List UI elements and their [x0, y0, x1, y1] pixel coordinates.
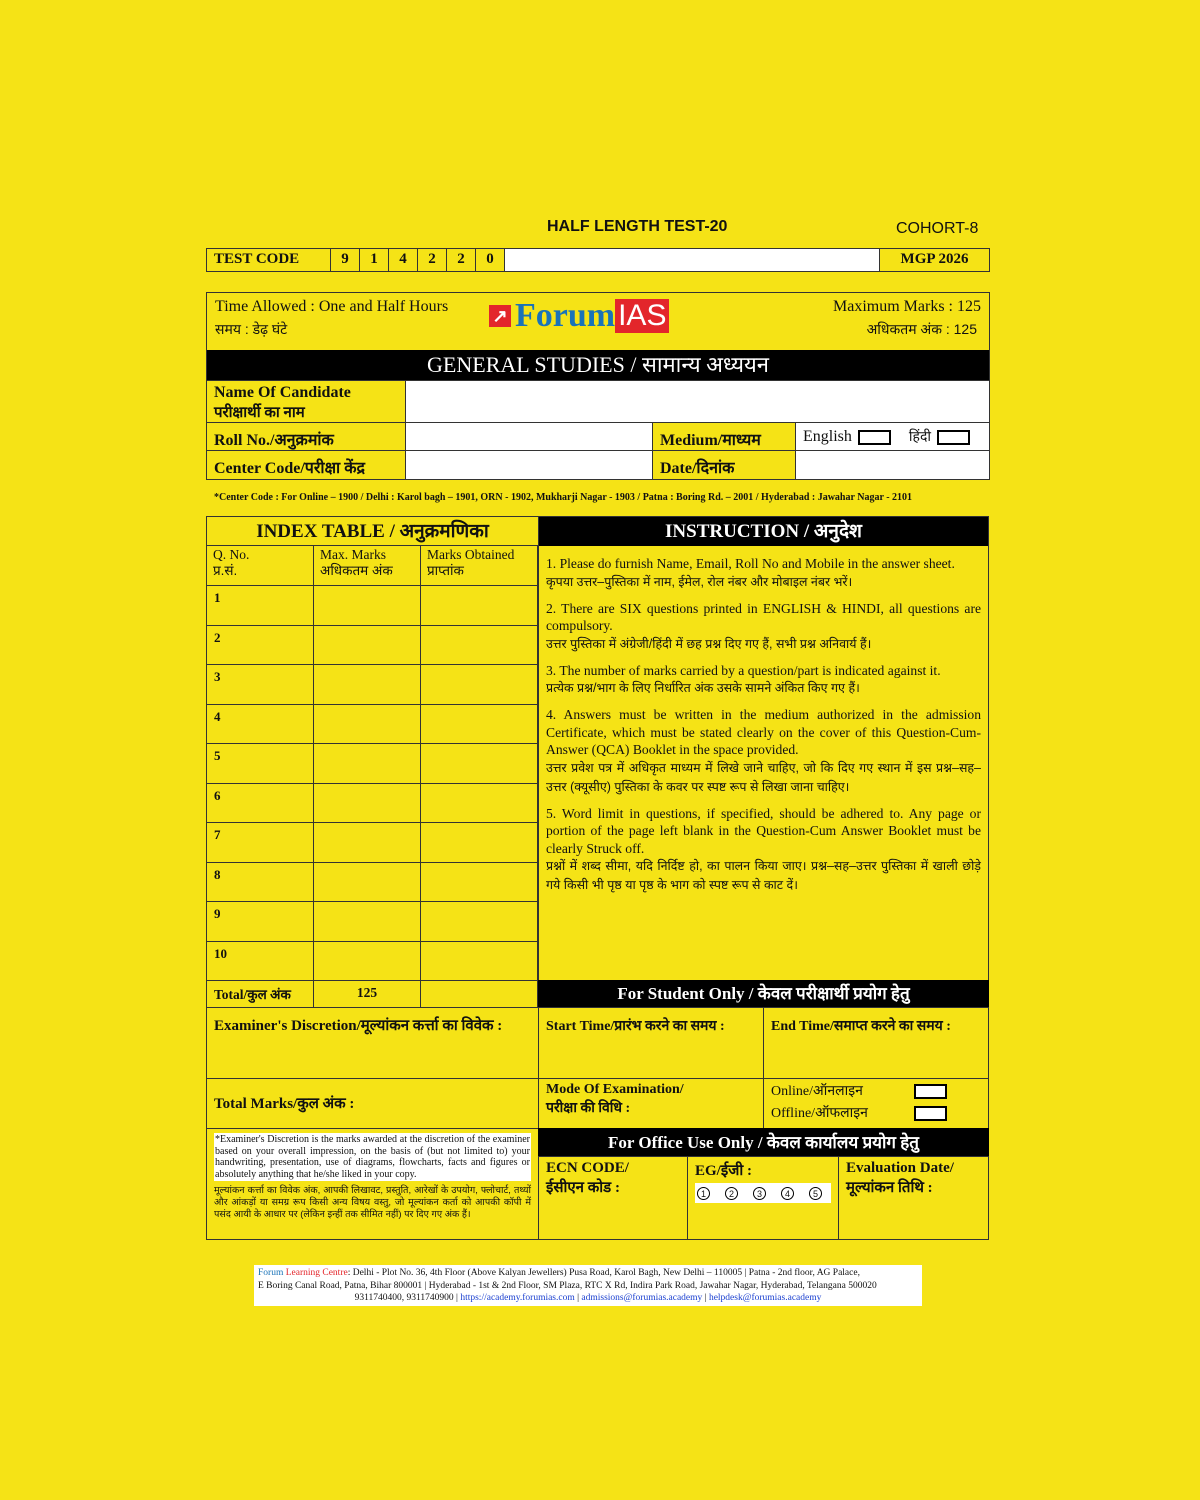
total-marks-field[interactable]	[206, 1078, 539, 1129]
total-marks-label: Total Marks/कुल अंक :	[214, 1096, 355, 1112]
ecn-code-field[interactable]: ECN CODE/ ईसीएन कोड :	[538, 1156, 688, 1240]
instruction-item: 3. The number of marks carried by a question/part is indicated against it. प्रत्येक प्रश्न/भाग के लिए निर्धारित अंक उसके सामने अंकित किए गए हैं।	[546, 662, 941, 695]
footer-phones: 9311740400, 9311740900 |	[354, 1293, 458, 1303]
index-row-marks-field[interactable]	[420, 862, 538, 903]
examiner-note	[206, 1128, 539, 1240]
offline-label: Offline/ऑफलाइन	[771, 1106, 868, 1121]
footer-brand-2: Learning Centre	[285, 1268, 348, 1278]
index-column-header: Q. No. प्र.सं.	[206, 545, 314, 586]
eg-option-radio[interactable]: 4	[781, 1187, 794, 1200]
subject-banner: GENERAL STUDIES / सामान्य अध्ययन	[207, 350, 989, 380]
instruction-item: 5. Word limit in questions, if specified, should be adhered to. Any page or portion of the page left blank in the Question-Cum Answer Booklet must be clearly Struck off. प्रश्नों में शब्द सीमा, यदि निर्दिष्ट हो, का पालन किया जाए। प्रश्न–सह–उत्तर पुस्तिका में खाली छोड़े गये किसी भी पृष्ठ या पृष्ठ के भाग को स्पष्ट रूप से काट दें।	[546, 805, 981, 892]
index-row-marks-field[interactable]	[420, 585, 538, 626]
start-time-label: Start Time/प्रारंभ करने का समय :	[546, 1019, 725, 1034]
index-row-marks-field[interactable]	[420, 783, 538, 824]
roll-label: Roll No./अनुक्रमांक	[206, 422, 406, 451]
eg-option-radio[interactable]: 1	[697, 1187, 710, 1200]
index-row-qno: 10	[206, 941, 314, 982]
footer: Forum Learning Centre: Delhi - Plot No. 36, 4th Floor (Above Kalyan Jewellers) Pusa Road, Karol Bagh, New Delhi – 110005 | Patna - 2nd floor, AG Palace, E Boring Canal Road, Patna, Bihar 800001 | Hyderabad - 1st & 2nd Floor, SM Plaza, RTC X Rd, Indira Park Road, Jawahar Nagar, Hyderabad, Telangana 500020 9311740400, 9311740900 | https://academy.forumias.com | admissions@forumias.academy | helpdesk@forumias.academy	[254, 1265, 922, 1306]
cohort: COHORT-8	[896, 220, 979, 237]
test-code-digit: 9	[331, 249, 360, 271]
index-row-qno: 2	[206, 625, 314, 666]
instruction-item: 2. There are SIX questions printed in ENGLISH & HINDI, all questions are compulsory. उत्तर पुस्तिका में अंग्रेजी/हिंदी में छह प्रश्न दिए गए हैं, सभी प्रश्न अनिवार्य हैं।	[546, 600, 981, 651]
evaluation-date-field[interactable]: Evaluation Date/ मूल्यांकन तिथि :	[838, 1156, 989, 1240]
test-code-digit: 1	[360, 249, 389, 271]
index-row-marks-field[interactable]	[313, 743, 421, 784]
index-column-header: Marks Obtained प्राप्तांक	[420, 545, 538, 586]
index-row-qno: 1	[206, 585, 314, 626]
test-code-digit: 2	[418, 249, 447, 271]
logo-forum: Forum	[515, 297, 616, 334]
index-row-marks-field[interactable]	[313, 783, 421, 824]
examiner-discretion-field[interactable]	[206, 1007, 539, 1079]
index-row-marks-field[interactable]	[420, 822, 538, 863]
date-label: Date/दिनांक	[652, 450, 796, 480]
eg-option-radio[interactable]: 5	[809, 1187, 822, 1200]
index-row-marks-field[interactable]	[313, 901, 421, 942]
logo-ias: IAS	[615, 299, 669, 333]
index-row-marks-field[interactable]	[420, 941, 538, 982]
forumias-logo	[489, 299, 669, 333]
index-column-header: Max. Marks अधिकतम अंक	[313, 545, 421, 586]
center-code-note: *Center Code : For Online – 1900 / Delhi : Karol bagh – 1901, ORN - 1902, Mukharji Nagar - 1903 / Patna : Boring Rd. – 2001 / Hyderabad : Jawahar Nagar - 2101	[214, 492, 913, 503]
index-row-qno: 4	[206, 704, 314, 745]
index-row-qno: 7	[206, 822, 314, 863]
helpdesk-email-link[interactable]: helpdesk@forumias.academy	[708, 1293, 822, 1303]
mode-label: Mode Of Examination/ परीक्षा की विधि :	[538, 1078, 764, 1129]
index-row-marks-field[interactable]	[313, 585, 421, 626]
test-code-bar	[206, 248, 990, 272]
examiner-note-hi: मूल्यांकन कर्त्ता का विवेक अंक, आपकी लिखावट, प्रस्तुति, आरेखों के उपयोग, फ्लोचार्ट, तथ्यों और आंकड़ों या समग्र रूप किसी अन्य विषय वस्तु, जो मूल्यांकन कर्ता को आपकी कॉपी में पसंद आयी के आधार पर (लेकिन इन्हीं तक सीमित नहीं) पर दिए गए अंक हैं।	[214, 1185, 531, 1220]
time-allowed-hi: समय : डेढ़ घंटे	[215, 321, 288, 337]
end-time-field[interactable]	[763, 1007, 989, 1079]
name-field[interactable]	[405, 380, 990, 423]
total-obtained-field[interactable]	[420, 980, 538, 1008]
office-use-header: For Office Use Only / केवल कार्यालय प्रयोग हेतु	[538, 1128, 989, 1157]
test-title: HALF LENGTH TEST-20	[547, 218, 728, 235]
examiner-discretion-label: Examiner's Discretion/मूल्यांकन कर्त्ता का विवेक :	[214, 1018, 503, 1034]
name-label: Name Of Candidate परीक्षार्थी का नाम	[206, 380, 406, 423]
medium-label: Medium/माध्यम	[652, 422, 796, 451]
index-row-marks-field[interactable]	[420, 625, 538, 666]
index-row-qno: 3	[206, 664, 314, 705]
online-label: Online/ऑनलाइन	[771, 1084, 863, 1099]
index-row-marks-field[interactable]	[313, 704, 421, 745]
test-code-digits	[331, 249, 505, 271]
offline-checkbox[interactable]	[914, 1106, 947, 1121]
start-time-field[interactable]	[538, 1007, 764, 1079]
index-row-qno: 6	[206, 783, 314, 824]
date-field[interactable]	[795, 450, 990, 480]
index-row-marks-field[interactable]	[313, 941, 421, 982]
medium-options	[795, 422, 990, 451]
program-label: MGP 2026	[879, 249, 989, 271]
instruction-item: 1. Please do furnish Name, Email, Roll No and Mobile in the answer sheet. कृपया उत्तर–पुस्तिका में नाम, ईमेल, रोल नंबर और मोबाइल नंबर भरें।	[546, 556, 955, 589]
center-field[interactable]	[405, 450, 653, 480]
test-code-digit: 0	[476, 249, 505, 271]
index-row-qno: 8	[206, 862, 314, 903]
english-label: English	[803, 428, 852, 445]
test-code-label: TEST CODE	[207, 249, 331, 271]
eg-option-radio[interactable]: 2	[725, 1187, 738, 1200]
candidate-box	[206, 292, 990, 480]
center-label: Center Code/परीक्षा केंद्र	[206, 450, 406, 480]
index-row-marks-field[interactable]	[313, 822, 421, 863]
index-row-marks-field[interactable]	[420, 704, 538, 745]
instruction-panel	[538, 516, 989, 981]
admissions-email-link[interactable]: admissions@forumias.academy	[581, 1293, 703, 1303]
hindi-label: हिंदी	[908, 428, 932, 444]
index-row-marks-field[interactable]	[420, 901, 538, 942]
total-value: 125	[313, 980, 421, 1008]
student-only-header: For Student Only / केवल परीक्षार्थी प्रयोग हेतु	[538, 980, 989, 1008]
max-marks-hi: अधिकतम अंक : 125	[866, 321, 977, 337]
roll-field[interactable]	[405, 422, 653, 451]
instruction-item: 4. Answers must be written in the medium authorized in the admission Certificate, which must be stated clearly on the cover of this Question-Cum-Answer (QCA) Booklet in the space provided. उत्तर प्रवेश पत्र में अधिकृत माध्यम में लिखे जाने चाहिए, जो कि दिए गए स्थान में इस प्रश्न–सह–उत्तर (क्यूसीए) पुस्तिका के कवर पर स्पष्ट रूप से लिखा जाना चाहिए।	[546, 707, 981, 794]
index-row-marks-field[interactable]	[420, 743, 538, 784]
index-row-marks-field[interactable]	[313, 625, 421, 666]
mode-options	[763, 1078, 989, 1129]
index-title: INDEX TABLE / अनुक्रमणिका	[207, 517, 538, 546]
index-table	[206, 516, 539, 1008]
max-marks: Maximum Marks : 125	[833, 298, 981, 315]
website-link[interactable]: https://academy.forumias.com	[460, 1293, 575, 1303]
test-code-digit: 2	[447, 249, 476, 271]
eg-option-radio[interactable]: 3	[753, 1187, 766, 1200]
index-row-marks-field[interactable]	[313, 862, 421, 903]
footer-address-1: : Delhi - Plot No. 36, 4th Floor (Above Kalyan Jewellers) Pusa Road, Karol Bagh, New Delhi – 110005 | Patna - 2nd floor, AG Palace,	[347, 1268, 860, 1278]
footer-brand: Forum	[258, 1268, 284, 1278]
index-row-qno: 5	[206, 743, 314, 784]
arrow-icon: ↗	[489, 305, 511, 327]
index-row-qno: 9	[206, 901, 314, 942]
end-time-label: End Time/समाप्त करने का समय :	[771, 1019, 951, 1034]
online-checkbox[interactable]	[914, 1084, 947, 1099]
examiner-note-en: *Examiner's Discretion is the marks awarded at the discretion of the examiner based on your overall impression, on the basis of (but not limited to) your handwriting, presentation, use of diagrams, flowcharts, facts and figures or absolutely anything that he/she liked in your copy.	[215, 1134, 530, 1180]
index-row-marks-field[interactable]	[420, 664, 538, 705]
time-allowed: Time Allowed : One and Half Hours	[215, 298, 449, 315]
index-row-marks-field[interactable]	[313, 664, 421, 705]
english-checkbox[interactable]	[858, 430, 891, 445]
total-label: Total/कुल अंक	[206, 980, 314, 1008]
test-code-digit: 4	[389, 249, 418, 271]
instruction-title: INSTRUCTION / अनुदेश	[539, 517, 988, 546]
hindi-checkbox[interactable]	[937, 430, 970, 445]
eg-field: EG/ईजी : 1 2 3 4 5	[687, 1156, 839, 1240]
footer-address-2: E Boring Canal Road, Patna, Bihar 800001 | Hyderabad - 1st & 2nd Floor, SM Plaza, RTC X Rd, Indira Park Road, Jawahar Nagar, Hyderabad, Telangana 500020	[258, 1280, 877, 1291]
